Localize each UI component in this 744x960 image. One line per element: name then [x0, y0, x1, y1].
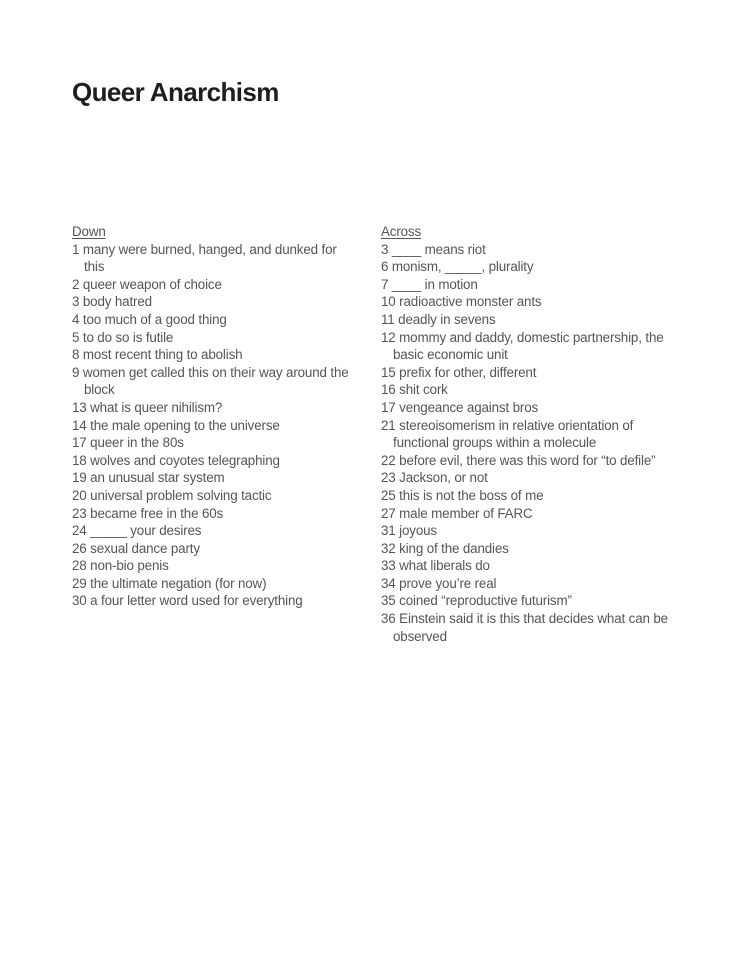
across-clue: 7 ____ in motion: [381, 276, 478, 292]
across-clue: 33 what liberals do: [381, 558, 490, 574]
down-clue: 9 women get called this on their way around the block: [72, 364, 349, 398]
across-clue: 34 prove you’re real: [381, 575, 497, 591]
down-clue: 24 _____ your desires: [72, 523, 202, 539]
across-clue: 27 male member of FARC: [381, 505, 533, 521]
down-clue: 3 body hatred: [72, 294, 152, 310]
across-clue: 15 prefix for other, different: [381, 364, 537, 380]
page-title: Queer Anarchism: [72, 77, 279, 107]
across-clue: 25 this is not the boss of me: [381, 487, 544, 503]
across-clue: 6 monism, _____, plurality: [381, 259, 534, 275]
down-clue: 14 the male opening to the universe: [72, 417, 280, 433]
down-clue: 18 wolves and coyotes telegraphing: [72, 452, 280, 468]
down-clue: 4 too much of a good thing: [72, 311, 227, 327]
across-clue: 32 king of the dandies: [381, 540, 509, 556]
down-clue: 26 sexual dance party: [72, 540, 200, 556]
across-clue: 31 joyous: [381, 523, 437, 539]
down-clue: 1 many were burned, hanged, and dunked for this: [72, 241, 337, 275]
down-clue: 28 non-bio penis: [72, 558, 169, 574]
down-clue: 13 what is queer nihilism?: [72, 399, 223, 415]
across-clue-list: [381, 241, 673, 646]
down-clue: 5 to do so is futile: [72, 329, 174, 345]
down-clue: 30 a four letter word used for everything: [72, 593, 303, 609]
down-clue: 20 universal problem solving tactic: [72, 487, 272, 503]
across-clue: 16 shit cork: [381, 382, 448, 398]
down-clue: 29 the ultimate negation (for now): [72, 575, 267, 591]
across-clue: 11 deadly in sevens: [381, 311, 496, 327]
across-clue: 12 mommy and daddy, domestic partnership, the basic economic unit: [381, 329, 664, 363]
down-clue: 2 queer weapon of choice: [72, 276, 222, 292]
across-clue: 23 Jackson, or not: [381, 470, 488, 486]
across-heading: Across: [381, 224, 422, 239]
down-clue: 19 an unusual star system: [72, 470, 225, 486]
across-clue: 10 radioactive monster ants: [381, 294, 542, 310]
down-clue: 17 queer in the 80s: [72, 435, 184, 451]
down-clue-list: [72, 241, 360, 610]
down-clues-column: [72, 223, 360, 610]
down-clue: 23 became free in the 60s: [72, 505, 224, 521]
across-clue: 21 stereoisomerism in relative orientation of functional groups within a molecule: [381, 417, 634, 451]
across-clue: 36 Einstein said it is this that decides what can be observed: [381, 611, 668, 644]
across-clue: 35 coined “reproductive futurism”: [381, 593, 572, 609]
down-clue: 8 most recent thing to abolish: [72, 347, 243, 363]
across-clue: 17 vengeance against bros: [381, 399, 539, 415]
across-clues-column: [381, 223, 673, 645]
across-clue: 3 ____ means riot: [381, 241, 486, 257]
across-clue: 22 before evil, there was this word for “to defile”: [381, 452, 656, 468]
down-heading: Down: [72, 224, 106, 239]
